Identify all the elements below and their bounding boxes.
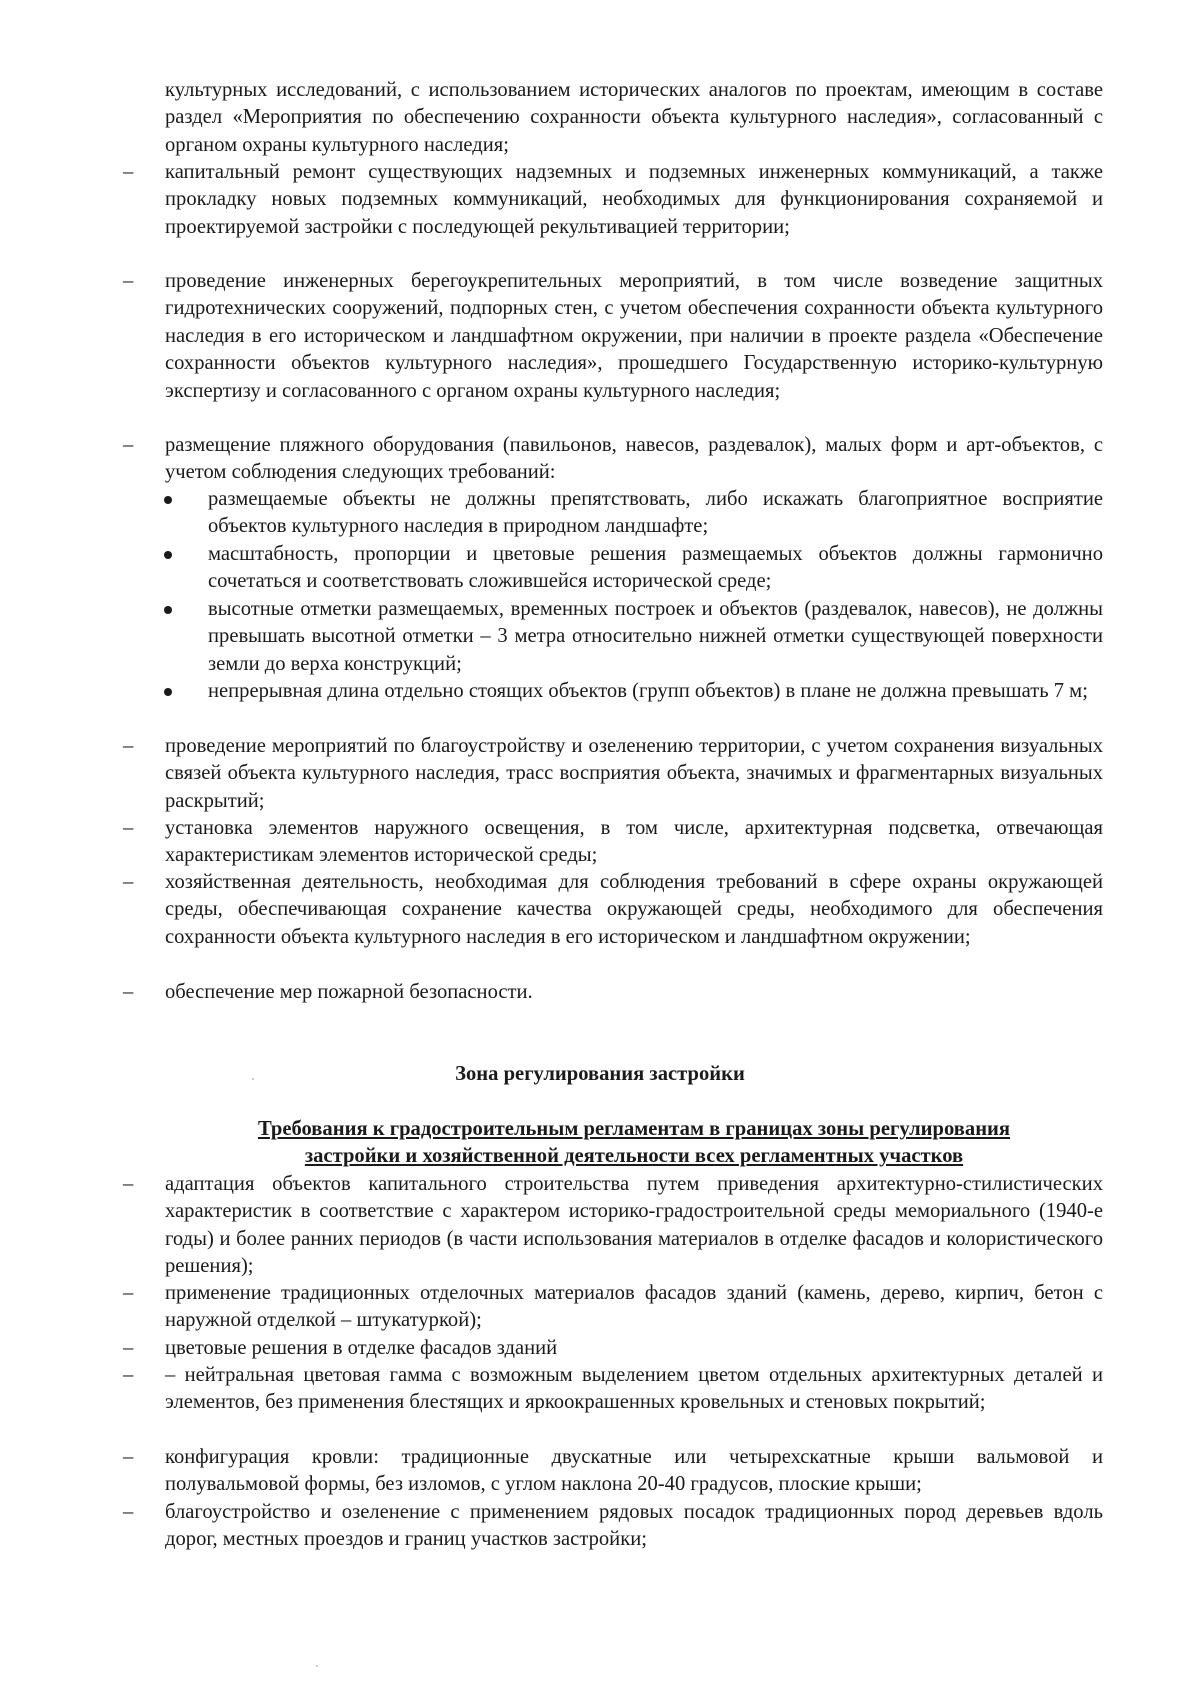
- intro-paragraph: культурных исследований, с использованием исторических аналогов по проектам, имеющим в составе раздел «Мероприятия по обеспечению сохранности объекта культурного наследия», согласованный с органом охраны культурного наследия;: [165, 79, 1103, 156]
- zone-heading: Зона регулирования застройки: [455, 1063, 745, 1085]
- dash-marker: –: [123, 1446, 134, 1468]
- dash-marker: –: [123, 981, 134, 1003]
- requirements-heading-line2: застройки и хозяйственной деятельности всех регламентных участков: [304, 1145, 964, 1167]
- list-item-text: благоустройство и озеленение с применением рядовых посадок традиционных пород деревьев вдоль дорог, местных проездов и границ участков застройки;: [165, 1501, 1103, 1551]
- scan-speck: [316, 1665, 318, 1667]
- list-item: [123, 815, 1103, 870]
- list-item: [123, 432, 1103, 487]
- dash-marker: –: [123, 434, 134, 456]
- bullet-item-text: непрерывная длина отдельно стоящих объектов (групп объектов) в плане не должна превышать 7 м;: [208, 680, 1088, 702]
- bullet-item: [208, 596, 1103, 678]
- list-item: [123, 1280, 1103, 1335]
- dash-marker: –: [123, 1364, 134, 1386]
- dash-marker: –: [123, 270, 134, 292]
- bullet-item: [208, 486, 1103, 541]
- bullet-dot-icon: [164, 551, 172, 559]
- requirements-heading-line1: Требования к градостроительным регламентам в границах зоны регулирования: [257, 1118, 1011, 1140]
- bullet-dot-icon: [164, 688, 172, 696]
- list-item: [123, 733, 1103, 815]
- dash-marker: –: [123, 871, 134, 893]
- scan-speck: [252, 1078, 254, 1080]
- list-item-text: проведение инженерных берегоукрепительных мероприятий, в том числе возведение защитных гидротехнических сооружений, подпорных стен, с учетом обеспечения сохранности объекта культурного наследия в его историческом и ландшафтном окружении, при наличии в проекте раздела «Обеспечение сохранности объектов культурного наследия», прошедшего Государственную историко-культурную экспертизу и согласованного с органом охраны культурного наследия;: [165, 270, 1103, 402]
- list-item: [123, 1335, 1103, 1362]
- list-item: [123, 268, 1103, 405]
- list-item-text: проведение мероприятий по благоустройству и озеленению территории, с учетом сохранения визуальных связей объекта культурного наследия, трасс восприятия объекта, значимых и фрагментарных визуальных раскрытий;: [165, 735, 1103, 812]
- dash-marker: –: [123, 817, 134, 839]
- bullet-item-text: размещаемые объекты не должны препятствовать, либо искажать благоприятное восприятие объектов культурного наследия в природном ландшафте;: [208, 488, 1103, 538]
- dash-marker: –: [123, 1337, 134, 1359]
- list-item: [123, 1171, 1103, 1281]
- list-item-text: размещение пляжного оборудования (павильонов, навесов, раздевалок), малых форм и арт-объектов, с учетом соблюдения следующих требований:: [165, 434, 1103, 484]
- dash-marker: –: [123, 1501, 134, 1523]
- list-item-text: – нейтральная цветовая гамма с возможным выделением цветом отдельных архитектурных деталей и элементов, без применения блестящих и яркоокрашенных кровельных и стеновых покрытий;: [165, 1364, 1103, 1414]
- list-item-text: капитальный ремонт существующих надземных и подземных инженерных коммуникаций, а также прокладку новых подземных коммуникаций, необходимых для функционирования сохраняемой и проектируемой застройки с последующей рекультивацией территории;: [165, 161, 1103, 238]
- list-item-text: обеспечение мер пожарной безопасности.: [165, 981, 533, 1003]
- list-item-text: установка элементов наружного освещения, в том числе, архитектурная подсветка, отвечающая характеристикам элементов исторической среды;: [165, 817, 1103, 867]
- dash-marker: –: [123, 161, 134, 183]
- bullet-dot-icon: [164, 496, 172, 504]
- list-item: [123, 869, 1103, 951]
- bullet-item-text: высотные отметки размещаемых, временных построек и объектов (раздевалок, навесов), не должны превышать высотной отметки – 3 метра относительно нижней отметки существующей поверхности земли до верха конструкций;: [208, 598, 1103, 675]
- list-item: [123, 1444, 1103, 1499]
- list-item-text: конфигурация кровли: традиционные двускатные или четырехскатные крыши вальмовой и полувальмовой формы, без изломов, с углом наклона 20-40 градусов, плоские крыши;: [165, 1446, 1103, 1496]
- list-item-text: хозяйственная деятельность, необходимая для соблюдения требований в сфере охраны окружающей среды, обеспечивающая сохранение качества окружающей среды, необходимого для обеспечения сохранности объекта культурного наследия в его историческом и ландшафтном окружении;: [165, 871, 1103, 948]
- list-item-text: применение традиционных отделочных материалов фасадов зданий (камень, дерево, кирпич, бетон с наружной отделкой – штукатуркой);: [165, 1282, 1103, 1332]
- list-item: [123, 159, 1103, 241]
- list-item: [123, 1499, 1103, 1554]
- dash-marker: –: [123, 1282, 134, 1304]
- dash-marker: –: [123, 1173, 134, 1195]
- list-item-text: адаптация объектов капитального строительства путем приведения архитектурно-стилистических характеристик в соответствие с характером историко-градостроительной среды мемориального (1940-е годы) и более ранних периодов (в части использования материалов в отделке фасадов и колористического решения);: [165, 1173, 1103, 1278]
- bullet-item: [208, 678, 1103, 705]
- list-item: [123, 979, 1103, 1006]
- list-item: [123, 1362, 1103, 1417]
- bullet-item-text: масштабность, пропорции и цветовые решения размещаемых объектов должны гармонично сочетаться и соответствовать сложившейся исторической среде;: [208, 543, 1103, 593]
- list-item-text: цветовые решения в отделке фасадов зданий: [165, 1337, 558, 1359]
- bullet-dot-icon: [164, 606, 172, 614]
- bullet-item: [208, 541, 1103, 596]
- dash-marker: –: [123, 735, 134, 757]
